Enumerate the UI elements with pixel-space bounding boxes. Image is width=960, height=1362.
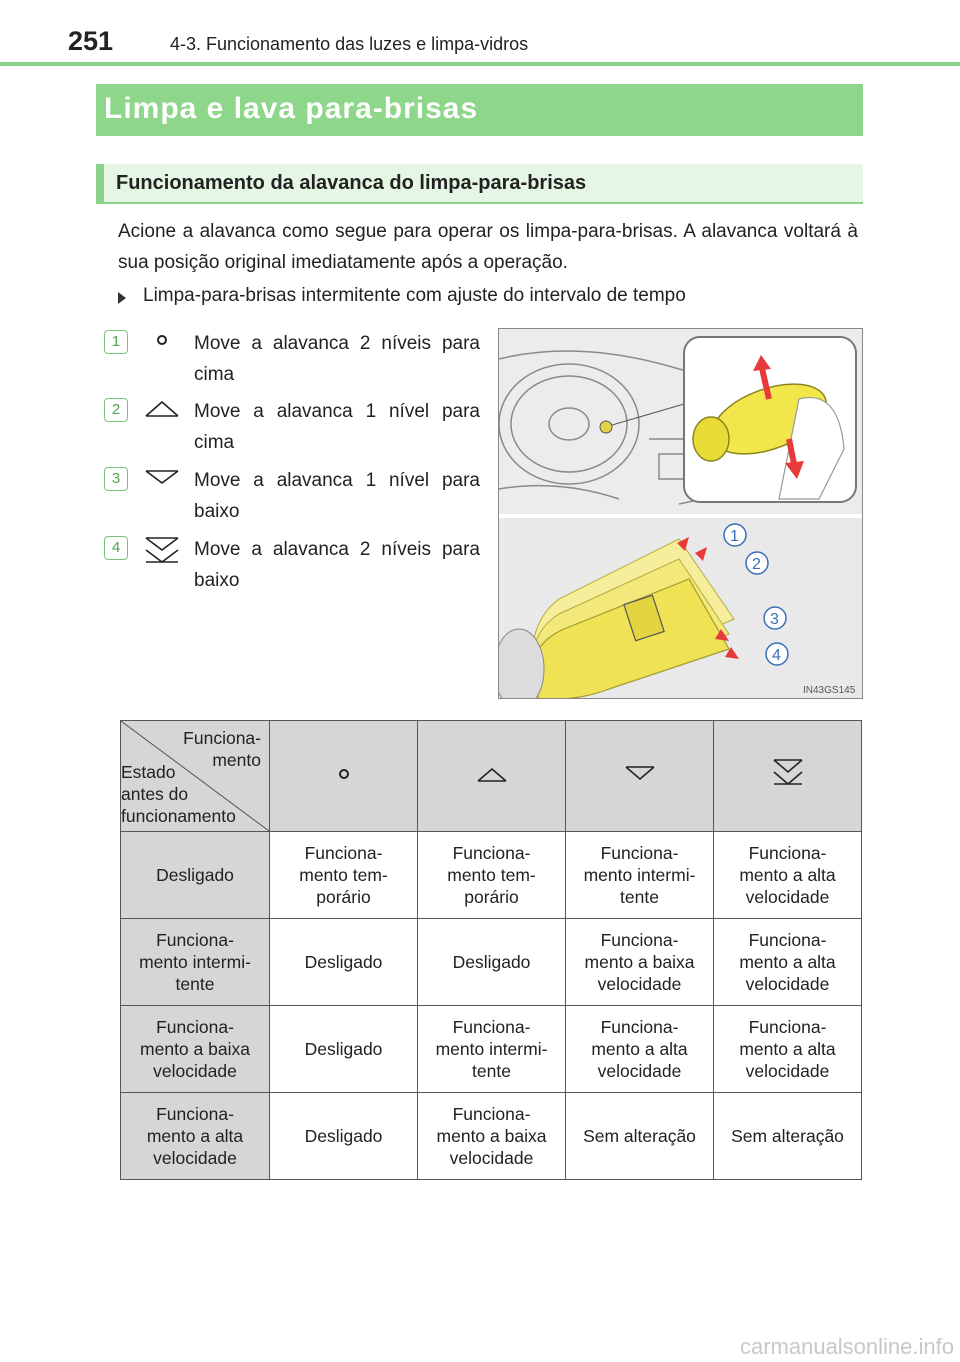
corner-label-operation: Funciona- mento <box>183 728 261 770</box>
table-cell: Funciona- mento a alta velocidade <box>566 1006 714 1093</box>
row-state: Funciona- mento a alta velocidade <box>121 1093 270 1180</box>
row-state: Funciona- mento a baixa velocidade <box>121 1006 270 1093</box>
table-cell: Funciona- mento a alta velocidade <box>714 919 862 1006</box>
lever-up-1-icon <box>474 759 510 789</box>
lever-down-1-icon <box>622 759 658 789</box>
step-number: 3 <box>104 467 128 491</box>
section-title: Limpa e lava para-brisas <box>104 92 479 125</box>
step-number: 1 <box>104 330 128 354</box>
figure-code: IN43GS145 <box>803 685 856 696</box>
step-3 <box>104 467 484 527</box>
bullet-arrow-icon <box>118 292 126 304</box>
mist-icon <box>144 330 180 370</box>
operation-table <box>120 720 862 1180</box>
row-state: Funciona- mento intermi- tente <box>121 919 270 1006</box>
table-cell: Sem alteração <box>566 1093 714 1180</box>
lever-up-1-icon <box>144 398 180 438</box>
lever-location-marker <box>600 421 612 433</box>
subsection-accent <box>96 164 104 204</box>
table-row <box>121 1093 862 1180</box>
step-text: Move a alavanca 1 nível para baixo <box>194 470 480 522</box>
step-number: 4 <box>104 536 128 560</box>
callout-4: 4 <box>772 647 781 664</box>
table-cell: Sem alteração <box>714 1093 862 1180</box>
step-text: Move a alavanca 2 níveis para cima <box>194 333 480 385</box>
lever-down-1-icon <box>144 467 180 507</box>
table-row <box>121 832 862 919</box>
table-cell: Desligado <box>418 919 566 1006</box>
wiper-lever-illustration <box>498 328 863 699</box>
table-cell: Funciona- mento a alta velocidade <box>714 832 862 919</box>
table-cell: Funciona- mento tem- porário <box>418 832 566 919</box>
callout-2: 2 <box>752 556 761 573</box>
table-row <box>121 1006 862 1093</box>
table-cell: Desligado <box>270 1006 418 1093</box>
row-state: Desligado <box>121 832 270 919</box>
subsection-title: Funcionamento da alavanca do limpa-para-brisas <box>116 172 587 194</box>
table-cell: Desligado <box>270 919 418 1006</box>
header-cell-down-2 <box>714 721 862 832</box>
table-cell: Funciona- mento tem- porário <box>270 832 418 919</box>
mist-icon <box>326 759 362 789</box>
table-cell: Funciona- mento a baixa velocidade <box>566 919 714 1006</box>
step-number: 2 <box>104 398 128 422</box>
step-1 <box>104 330 484 390</box>
step-2 <box>104 398 484 458</box>
table-header-row <box>121 721 862 832</box>
page-number: 251 <box>68 26 114 56</box>
table-corner-cell <box>121 721 270 832</box>
step-4 <box>104 536 484 596</box>
callout-1: 1 <box>730 528 739 545</box>
callout-3: 3 <box>770 611 779 628</box>
step-text: Move a alavanca 1 nível para cima <box>194 401 480 453</box>
step-text: Move a alavanca 2 níveis para baixo <box>194 539 480 591</box>
lever-down-2-icon <box>144 536 180 576</box>
table-cell: Funciona- mento a baixa velocidade <box>418 1093 566 1180</box>
table-cell: Funciona- mento intermi- tente <box>566 832 714 919</box>
corner-label-state: Estado antes do funcionamento <box>121 762 236 826</box>
header-cell-up-1 <box>418 721 566 832</box>
table-cell: Funciona- mento intermi- tente <box>418 1006 566 1093</box>
header-cell-down-1 <box>566 721 714 832</box>
watermark: carmanualsonline.info <box>739 1334 954 1359</box>
table-row <box>121 919 862 1006</box>
page-header <box>0 0 960 70</box>
table-cell: Funciona- mento a alta velocidade <box>714 1006 862 1093</box>
table-cell: Desligado <box>270 1093 418 1180</box>
lever-down-2-icon <box>770 757 806 791</box>
chapter-title: 4-3. Funcionamento das luzes e limpa-vidros <box>170 34 529 54</box>
intro-paragraph: Acione a alavanca como segue para operar os limpa-para-brisas. A alavanca voltará à sua posição original imediatamente após a operação. <box>118 221 858 273</box>
illustration-svg <box>499 329 863 699</box>
header-divider <box>0 62 960 66</box>
header-cell-mist <box>270 721 418 832</box>
bullet-text: Limpa-para-brisas intermitente com ajuste do intervalo de tempo <box>143 285 686 306</box>
